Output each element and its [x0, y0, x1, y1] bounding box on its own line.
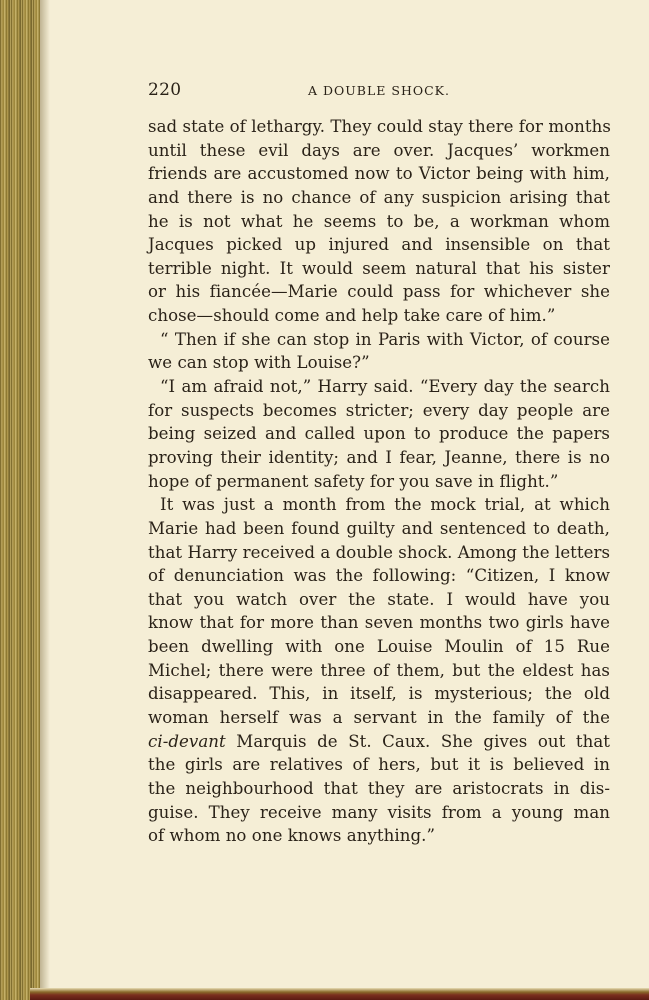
text-line: the neighbourhood that they are aristocrats in dis- — [148, 778, 610, 798]
page-header — [148, 80, 608, 102]
text-line: disappeared. This, in itself, is mysterious; the old — [148, 684, 610, 704]
text-line: the girls are relatives of hers, but it is believed in — [148, 755, 610, 775]
text-line: Marie had been found guilty and sentenced to death, — [148, 518, 610, 538]
text-line: been dwelling with one Louise Moulin of 15 Rue — [148, 637, 610, 657]
text-line: “ Then if she can stop in Paris with Victor, of course — [160, 329, 610, 349]
text-line: sad state of lethargy. They could stay there for months — [148, 117, 611, 136]
bottom-page-edge — [30, 988, 649, 1000]
text-line: he is not what he seems to be, a workman whom — [148, 211, 610, 231]
text-line: for suspects becomes stricter; every day people are — [148, 400, 610, 420]
text-line: until these evil days are over. Jacques’ workmen — [148, 140, 610, 160]
text-line: Jacques picked up injured and insensible on that — [148, 235, 610, 255]
binding-shadow — [40, 0, 50, 1000]
text-line: know that for more than seven months two girls have — [148, 613, 610, 633]
text-line: Michel; there were three of them, but the eldest has — [148, 660, 610, 680]
text-line: hope of permanent safety for you save in flight.” — [148, 471, 559, 491]
text-line: that Harry received a double shock. Among the letters — [148, 542, 611, 562]
text-line: we can stop with Louise?” — [148, 353, 370, 373]
text-line: and there is no chance of any suspicion arising that — [148, 187, 610, 207]
text-line: proving their identity; and I fear, Jeanne, there is no — [148, 447, 610, 467]
text-line: or his fiancée—Marie could pass for whichever she — [148, 282, 610, 302]
text-line: of denunciation was the following: “Citizen, I know — [148, 566, 610, 586]
text-line-with-italic — [148, 730, 610, 754]
text-line: woman herself was a servant in the family of the — [148, 708, 610, 728]
text-line: that you watch over the state. I would have you — [148, 589, 610, 609]
text-line: terrible night. It would seem natural that his sister — [148, 258, 610, 278]
text-line: guise. They receive many visits from a young man — [148, 802, 610, 822]
body-text — [148, 115, 610, 848]
text-line: “I am afraid not,” Harry said. “Every day the search — [160, 377, 610, 397]
text-line: friends are accustomed now to Victor being with him, — [148, 164, 610, 184]
running-head: A DOUBLE SHOCK. — [308, 83, 450, 98]
text-line: chose—should come and help take care of him.” — [148, 306, 556, 326]
italic-phrase: ci-devant — [148, 731, 226, 751]
page-number: 220 — [148, 80, 182, 100]
text-line: of whom no one knows anything.” — [148, 826, 435, 846]
gilt-page-edges — [0, 0, 40, 1000]
text-line-rest: Marquis de St. Caux. She gives out that — [236, 731, 611, 751]
text-line: being seized and called upon to produce the papers — [148, 424, 610, 444]
text-line: It was just a month from the mock trial, at which — [160, 495, 610, 515]
